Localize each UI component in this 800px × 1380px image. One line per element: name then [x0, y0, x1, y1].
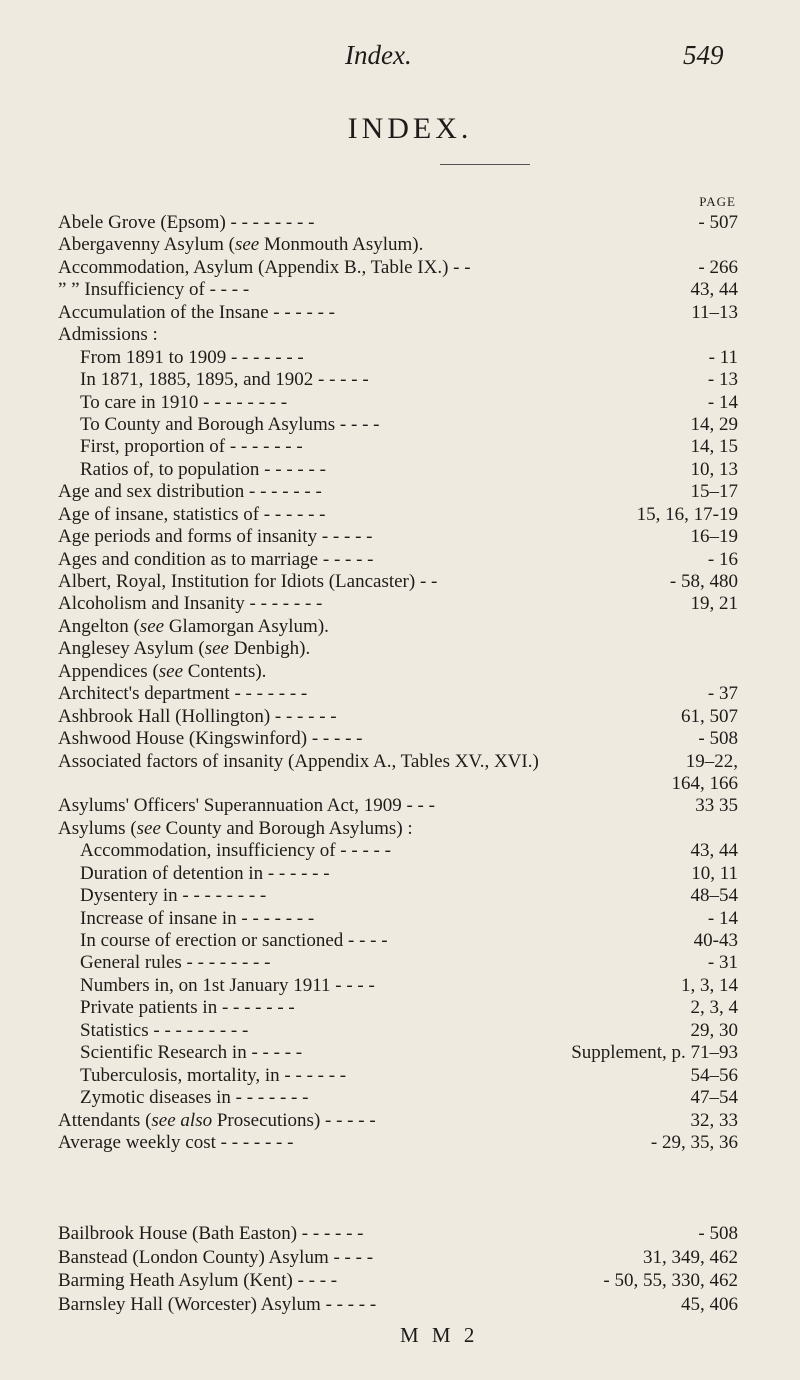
- entry-text: Duration of detention in - - - - - -: [80, 862, 330, 884]
- entry-text: Anglesey Asylum (see Denbigh).: [58, 638, 311, 660]
- entry-text: Dysentery in - - - - - - - -: [80, 885, 267, 907]
- entry-text: General rules - - - - - - - -: [80, 952, 271, 974]
- entry-page-ref: 1, 3, 14: [681, 974, 738, 996]
- entry-text: Asylums' Officers' Superannuation Act, 1909 - - -: [58, 795, 435, 817]
- entry-text: Ages and condition as to marriage - - - - -: [58, 548, 374, 570]
- entry-text: Ashbrook Hall (Hollington) - - - - - -: [58, 705, 337, 727]
- entry-text: Appendices (see Contents).: [58, 660, 267, 682]
- index-entry: [58, 1269, 738, 1293]
- entry-text: Accommodation, Asylum (Appendix B., Table IX.) - -: [58, 256, 471, 278]
- index-entry: [58, 751, 738, 773]
- entry-text: Accommodation, insufficiency of - - - - -: [80, 840, 391, 862]
- title-rule: [440, 164, 530, 165]
- entry-page-ref: 43, 44: [690, 279, 738, 301]
- index-entry: [58, 616, 738, 638]
- index-entry: [58, 549, 738, 571]
- entry-page-ref: 11–13: [691, 301, 738, 323]
- index-entry: [58, 1020, 738, 1042]
- index-entry: [58, 481, 738, 503]
- entry-page-ref: 32, 33: [690, 1109, 738, 1131]
- entry-page-ref: 40-43: [693, 930, 738, 951]
- index-entry: [58, 930, 738, 952]
- index-entry: [58, 638, 738, 660]
- entry-page-ref: - 37: [707, 683, 738, 705]
- entry-text: ” ” Insufficiency of - - - -: [58, 279, 250, 301]
- index-entry: [58, 1222, 738, 1246]
- entry-page-ref: - 13: [707, 369, 738, 391]
- entry-page-ref: 2, 3, 4: [690, 997, 738, 1019]
- entry-page-ref: - 29, 35, 36: [650, 1131, 738, 1153]
- entry-page-ref: - 508: [698, 1223, 738, 1244]
- entry-page-ref: 54–56: [690, 1064, 738, 1086]
- entry-text: Ashwood House (Kingswinford) - - - - -: [58, 728, 363, 750]
- entry-text: Bailbrook House (Bath Easton) - - - - - -: [58, 1223, 364, 1244]
- index-entry: [58, 257, 738, 279]
- index-entry: [58, 324, 738, 346]
- index-entry: [58, 234, 738, 256]
- entry-page-ref: 61, 507: [681, 705, 738, 727]
- index-entry: [58, 728, 738, 750]
- index-entry: [58, 593, 738, 615]
- index-entry: [58, 795, 738, 817]
- index-entry: [58, 369, 738, 391]
- page-column-label: PAGE: [699, 194, 736, 209]
- entry-text: Numbers in, on 1st January 1911 - - - -: [80, 974, 375, 996]
- entry-text: Statistics - - - - - - - - -: [80, 1019, 249, 1041]
- entry-page-ref: 15, 16, 17-19: [636, 503, 738, 525]
- index-entry: [58, 571, 738, 593]
- entry-page-ref: - 31: [707, 952, 738, 974]
- entry-text: In 1871, 1885, 1895, and 1902 - - - - -: [80, 369, 369, 391]
- entry-text: Increase of insane in - - - - - - -: [80, 907, 315, 929]
- index-entry: [58, 952, 738, 974]
- entry-text: Architect's department - - - - - - -: [58, 683, 308, 705]
- entry-page-ref: - 14: [707, 391, 738, 413]
- entry-text: Abele Grove (Epsom) - - - - - - - -: [58, 212, 315, 233]
- entry-page-ref: 16–19: [690, 526, 738, 548]
- entry-text: Admissions :: [58, 324, 158, 346]
- index-entries-b: [58, 1222, 738, 1316]
- index-entry: [58, 459, 738, 481]
- index-entry: [58, 212, 738, 234]
- entry-page-ref: 33 35: [695, 795, 738, 817]
- entry-page-ref: 31, 349, 462: [643, 1246, 738, 1268]
- index-entry: [58, 414, 738, 436]
- entry-text: In course of erection or sanctioned - - - -: [80, 930, 388, 951]
- entry-text: Asylums (see County and Borough Asylums) :: [58, 817, 413, 839]
- entry-page-ref: 47–54: [690, 1087, 738, 1109]
- index-entry: [58, 392, 738, 414]
- entry-text: First, proportion of - - - - - - -: [80, 436, 303, 458]
- entry-text: From 1891 to 1909 - - - - - - -: [80, 346, 304, 368]
- index-entry: [58, 1110, 738, 1132]
- running-head-title: Index.: [345, 40, 412, 70]
- index-title: INDEX.: [347, 112, 473, 145]
- entry-text: Alcoholism and Insanity - - - - - - -: [58, 593, 323, 615]
- index-entry: [58, 1293, 738, 1317]
- entry-text: Associated factors of insanity (Appendix A., Tables XV., XVI.): [58, 750, 539, 772]
- index-entry: [58, 863, 738, 885]
- index-entry: [58, 302, 738, 324]
- index-entry: [58, 1065, 738, 1087]
- entry-page-ref: - 58, 480: [669, 571, 738, 592]
- index-entry: [58, 279, 738, 301]
- entry-page-ref: 14, 29: [690, 413, 738, 435]
- entry-page-ref: 10, 13: [690, 458, 738, 480]
- entry-text: Barnsley Hall (Worcester) Asylum - - - - -: [58, 1293, 377, 1315]
- index-entry: [58, 840, 738, 862]
- entry-text: Accumulation of the Insane - - - - - -: [58, 301, 335, 323]
- index-entry: [58, 818, 738, 840]
- entry-text: Age of insane, statistics of - - - - - -: [58, 503, 326, 525]
- index-entry: [58, 1132, 738, 1154]
- entry-page-ref: 19, 21: [690, 593, 738, 615]
- entry-text: Abergavenny Asylum (see Monmouth Asylum).: [58, 234, 424, 256]
- entry-page-ref: - 507: [698, 212, 738, 233]
- index-entries-a: [58, 212, 738, 1154]
- entry-page-ref: 45, 406: [681, 1293, 738, 1315]
- entry-page-ref: Supplement, p. 71–93: [571, 1042, 738, 1064]
- entry-page-ref: 48–54: [690, 885, 738, 907]
- entry-page-ref: - 266: [698, 256, 738, 278]
- entry-text: Private patients in - - - - - - -: [80, 997, 295, 1019]
- index-entry: [58, 1087, 738, 1109]
- entry-text: Banstead (London County) Asylum - - - -: [58, 1246, 374, 1268]
- index-entry: [58, 706, 738, 728]
- entry-text: To County and Borough Asylums - - - -: [80, 413, 380, 435]
- index-entry: [58, 885, 738, 907]
- entry-page-ref: 29, 30: [690, 1019, 738, 1041]
- index-entry: [58, 773, 738, 795]
- entry-page-ref: 19–22,: [685, 750, 738, 772]
- index-entry: [58, 1246, 738, 1270]
- entry-page-ref: - 11: [708, 346, 738, 368]
- entry-text: Age and sex distribution - - - - - - -: [58, 481, 322, 503]
- entry-text: Angelton (see Glamorgan Asylum).: [58, 615, 329, 637]
- entry-page-ref: - 14: [707, 907, 738, 929]
- entry-text: Barming Heath Asylum (Kent) - - - -: [58, 1270, 338, 1291]
- index-entry: [58, 908, 738, 930]
- entry-text: Albert, Royal, Institution for Idiots (Lancaster) - -: [58, 571, 438, 592]
- entry-page-ref: - 16: [707, 548, 738, 570]
- index-entry: [58, 683, 738, 705]
- index-entry: [58, 1042, 738, 1064]
- entry-text: Age periods and forms of insanity - - - - -: [58, 526, 373, 548]
- entry-page-ref: 43, 44: [690, 840, 738, 862]
- entry-text: Attendants (see also Prosecutions) - - - - -: [58, 1109, 376, 1131]
- entry-text: Tuberculosis, mortality, in - - - - - -: [80, 1064, 347, 1086]
- entry-text: Average weekly cost - - - - - - -: [58, 1131, 294, 1153]
- entry-text: Zymotic diseases in - - - - - - -: [80, 1087, 309, 1109]
- index-entry: [58, 526, 738, 548]
- index-entry: [58, 436, 738, 458]
- index-entry: [58, 975, 738, 997]
- entry-page-ref: - 508: [698, 728, 738, 750]
- entry-page-ref: 10, 11: [691, 862, 738, 884]
- index-entry: [58, 997, 738, 1019]
- entry-text: To care in 1910 - - - - - - - -: [80, 391, 288, 413]
- signature-mark: M M 2: [400, 1323, 479, 1347]
- index-entry: [58, 347, 738, 369]
- entry-text: Scientific Research in - - - - -: [80, 1042, 303, 1064]
- entry-page-ref: 15–17: [690, 481, 738, 503]
- page-number: 549: [683, 40, 724, 70]
- entry-text: Ratios of, to population - - - - - -: [80, 458, 326, 480]
- entry-page-ref: 14, 15: [690, 436, 738, 458]
- index-entry: [58, 504, 738, 526]
- index-entry: [58, 661, 738, 683]
- entry-page-ref: - 50, 55, 330, 462: [603, 1270, 738, 1291]
- entry-page-ref: 164, 166: [671, 772, 738, 794]
